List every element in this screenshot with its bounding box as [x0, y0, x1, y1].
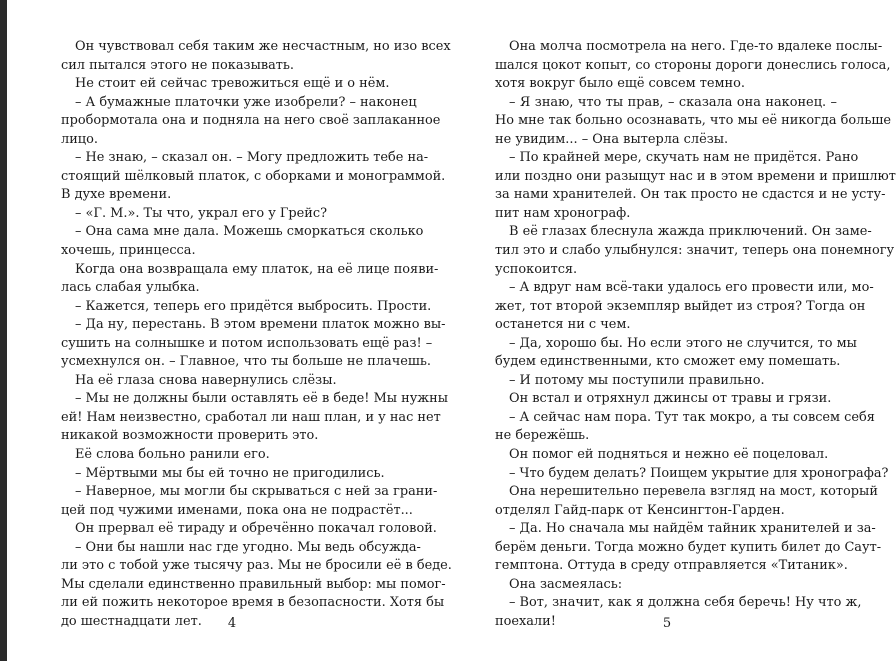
- text-line: гемптона. Оттуда в среду отправляется «Титаник».: [495, 558, 848, 574]
- text-line: цей под чужими именами, пока она не подрастёт...: [61, 502, 413, 518]
- text-line: хочешь, принцесса.: [61, 243, 196, 259]
- text-line: – Они бы нашли нас где угодно. Мы ведь обсужда-: [75, 539, 421, 555]
- text-line: Но мне так больно осознавать, что мы её никогда больше: [495, 113, 891, 129]
- text-line: ли ей пожить некоторое время в безопасности. Хотя бы: [61, 595, 445, 611]
- text-line: пит нам хронограф.: [495, 205, 631, 221]
- text-line: Он прервал её тираду и обречённо покачал головой.: [75, 521, 437, 537]
- text-line: будем единственными, кто сможет ему помешать.: [495, 354, 841, 370]
- text-line: – «Г. М.». Ты что, украл его у Грейс?: [75, 205, 328, 221]
- text-line: Мы сделали единственно правильный выбор: мы помог-: [61, 576, 446, 592]
- text-line: усмехнулся он. – Главное, что ты больше не плачешь.: [61, 354, 431, 370]
- text-line: до шестнадцати лет.: [61, 613, 202, 629]
- text-line: Он встал и отряхнул джинсы от травы и грязи.: [509, 391, 832, 407]
- text-line: лась слабая улыбка.: [61, 280, 200, 296]
- text-line: Она нерешительно перевела взгляд на мост, который: [509, 484, 878, 500]
- text-line: поехали!: [495, 613, 556, 629]
- page-edge-shadow: [0, 0, 7, 661]
- text-line: сил пытался этого не показывать.: [61, 57, 295, 73]
- text-line: или поздно они разыщут нас и в этом времени и пришлют: [495, 168, 896, 184]
- text-line: – Да. Но сначала мы найдём тайник хранителей и за-: [509, 521, 876, 537]
- text-line: жет, тот второй экземпляр выйдет из строя? Тогда он: [495, 298, 866, 314]
- text-line: – А сейчас нам пора. Тут так мокро, а ты совсем себя: [509, 409, 875, 425]
- text-line: – Что будем делать? Поищем укрытие для хронографа?: [509, 465, 889, 481]
- text-line: Она молча посмотрела на него. Где-то вдалеке послы-: [509, 39, 883, 54]
- text-line: Когда она возвращала ему платок, на её лице появи-: [75, 261, 439, 277]
- text-line: шался цокот копыт, со стороны дороги донеслись голоса,: [495, 57, 891, 73]
- text-line: – Вот, значит, как я должна себя беречь! Ну что ж,: [509, 595, 862, 611]
- left-page-text: [61, 38, 452, 632]
- text-line: Не стоит ей сейчас тревожиться ещё и о нём.: [75, 76, 390, 92]
- page-number-right: 5: [662, 616, 672, 631]
- text-line: – Мёртвыми мы бы ей точно не пригодились.: [75, 465, 385, 481]
- text-line: – Она сама мне дала. Можешь сморкаться сколько: [75, 224, 424, 240]
- text-line: В её глазах блеснула жажда приключений. Он заме-: [509, 224, 872, 240]
- text-line: – Мы не должны были оставлять её в беде! Мы нужны: [75, 391, 449, 407]
- text-line: – Не знаю, – сказал он. – Могу предложить тебе на-: [75, 150, 429, 166]
- text-line: сушить на солнышке и потом использовать ещё раз! –: [61, 335, 433, 351]
- text-line: ей! Нам неизвестно, сработал ли наш план, и у нас нет: [61, 409, 441, 425]
- text-line: – А вдруг нам всё-таки удалось его провести или, мо-: [509, 280, 874, 296]
- page-number-left: 4: [227, 616, 237, 631]
- text-line: за нами хранителей. Он так просто не сдастся и не усту-: [495, 187, 886, 203]
- text-line: лицо.: [61, 131, 98, 147]
- text-line: Она засмеялась:: [509, 576, 623, 592]
- text-line: отделял Гайд-парк от Кенсингтон-Гарден.: [495, 502, 785, 518]
- text-line: – Кажется, теперь его придётся выбросить. Прости.: [75, 298, 432, 314]
- text-line: Её слова больно ранили его.: [75, 447, 270, 463]
- text-line: останется ни с чем.: [495, 317, 631, 333]
- text-line: – Наверное, мы могли бы скрываться с ней за грани-: [75, 484, 438, 500]
- text-line: – Да, хорошо бы. Но если этого не случится, то мы: [509, 335, 857, 351]
- text-line: успокоится.: [495, 261, 578, 277]
- text-line: не бережёшь.: [495, 428, 590, 444]
- text-line: В духе времени.: [61, 187, 172, 203]
- text-line: никакой возможности проверить это.: [61, 428, 319, 444]
- text-line: – По крайней мере, скучать нам не придётся. Рано: [509, 150, 859, 166]
- text-line: Он помог ей подняться и нежно её поцеловал.: [509, 447, 829, 463]
- text-line: тил это и слабо улыбнулся: значит, теперь она понемногу: [495, 243, 895, 259]
- text-line: – И потому мы поступили правильно.: [509, 372, 765, 388]
- text-line: – Да ну, перестань. В этом времени платок можно вы-: [75, 317, 446, 333]
- text-line: хотя вокруг было ещё совсем темно.: [495, 76, 746, 92]
- text-line: стоящий шёлковый платок, с оборками и монограммой.: [61, 168, 446, 184]
- text-line: пробормотала она и подняла на него своё заплаканное: [61, 113, 441, 129]
- text-line: не увидим... – Она вытерла слёзы.: [495, 131, 729, 147]
- text-line: ли это с тобой уже тысячу раз. Мы не бросили её в беде.: [61, 558, 452, 574]
- right-page-text: [495, 38, 896, 632]
- text-line: – Я знаю, что ты прав, – сказала она наконец. –: [509, 94, 837, 110]
- text-line: Он чувствовал себя таким же несчастным, но изо всех: [75, 39, 451, 54]
- text-line: На её глаза снова навернулись слёзы.: [75, 372, 337, 388]
- text-line: – А бумажные платочки уже изобрели? – наконец: [75, 94, 417, 110]
- text-line: берём деньги. Тогда можно будет купить билет до Саут-: [495, 539, 882, 555]
